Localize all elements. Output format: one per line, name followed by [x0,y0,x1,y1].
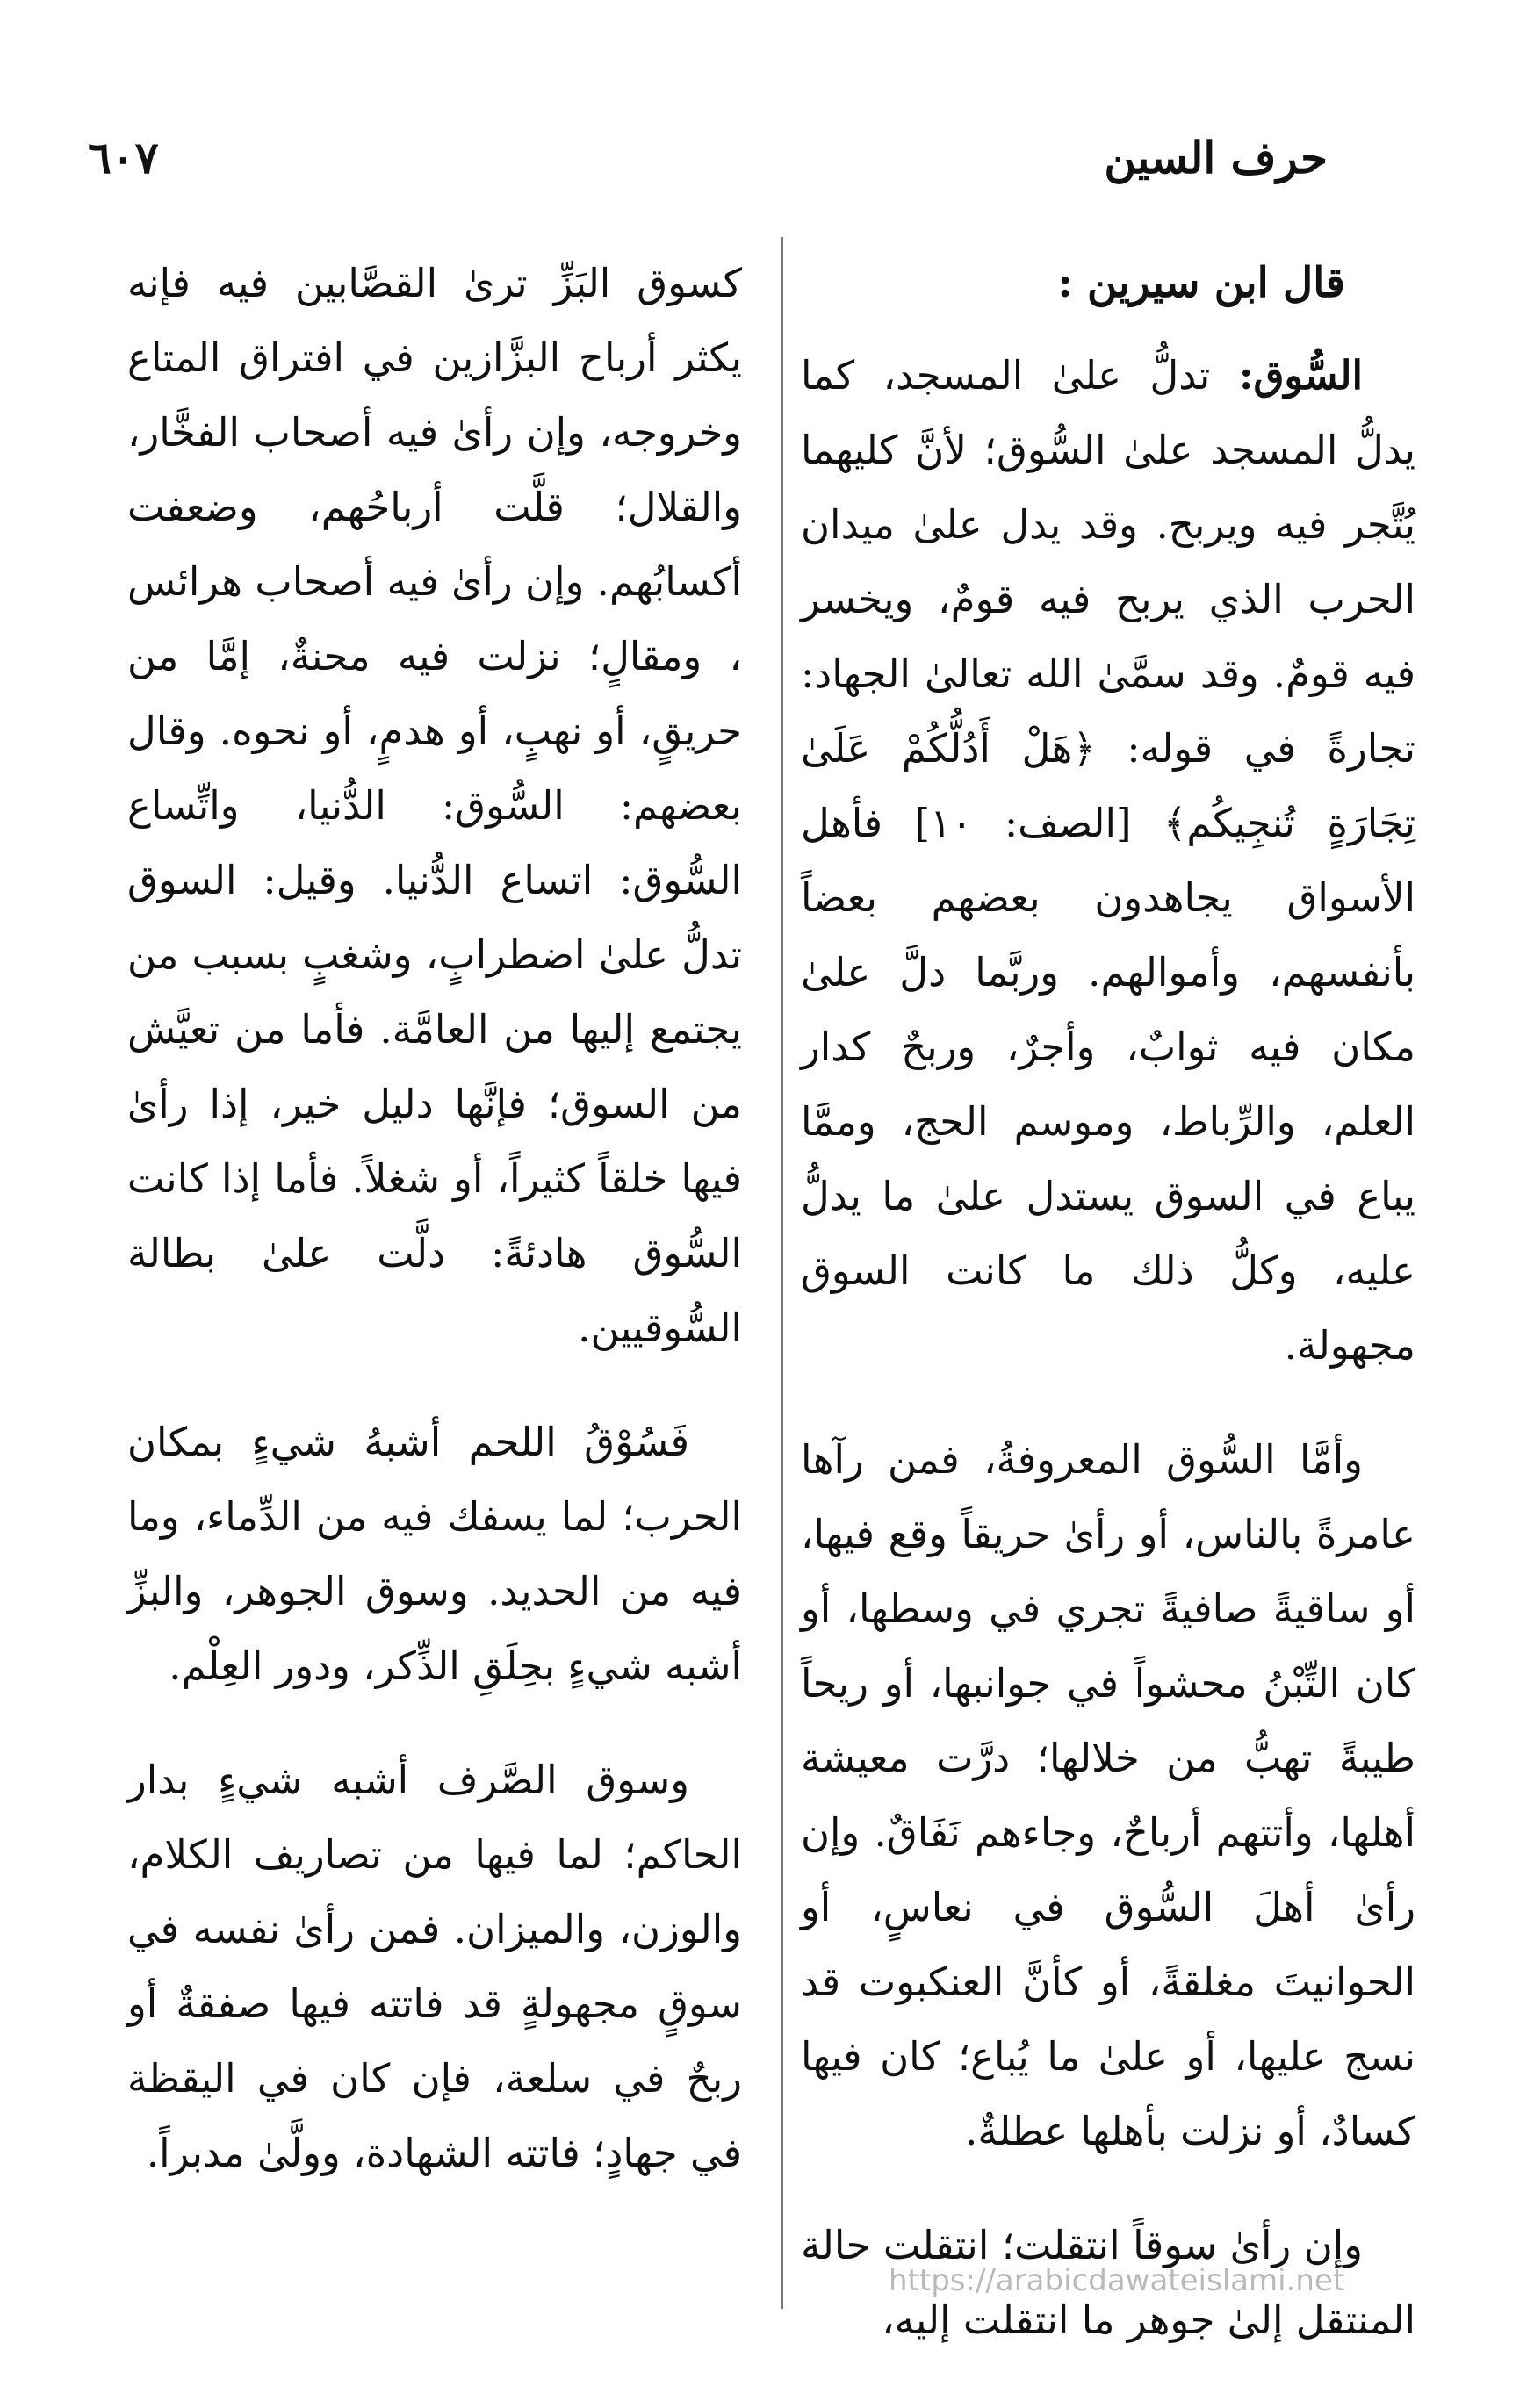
paragraph: وإن رأىٰ سوقاً انتقلت؛ انتقلت حالة المنتقل إلىٰ جوهر ما انتقلت إليه، [801,2222,1415,2343]
column-divider [781,237,783,2309]
term-heading: السُّوق: [1238,352,1363,399]
page-header [0,123,1534,202]
paragraph [801,338,1415,1383]
page-number: ٦٠٧ [88,132,159,183]
chapter-title: حرف السين [1104,132,1328,183]
paragraph: وأمَّا السُّوق المعروفةُ، فمن رآها عامرةً بالناس، أو رأىٰ حريقاً وقع فيها، أو ساقيةً صافيةً تجري في وسطها، أو كان التِّبْنُ محشواً في جوانبها، أو ريحاً طيبةً تهبُّ من خلالها؛ درَّت معيشة أهلها، وأتتهم أرباحٌ، وجاءهم نَفَاقٌ. وإن رأىٰ أهلَ السُّوق في نعاسٍ، أو الحوانيتَ مغلقةً، أو كأنَّ العنكبوت قد نسج عليها، أو علىٰ ما يُباع؛ كان فيها كسادٌ، أو نزلت بأهلها عطلةٌ. [801,1436,1415,2154]
left-column [127,246,742,2230]
section-heading: قال ابن سيرين : [1057,259,1345,307]
paragraph: فَسُوْقُ اللحم أشبهُ شيءٍ بمكان الحرب؛ لما يسفك فيه من الدِّماء، وما فيه من الحديد. وسوق الجوهر، والبزِّ أشبه شيءٍ بحِلَقِ الذِّكر، ودور العِلْم. [127,1419,742,1689]
right-column [801,246,1415,2397]
watermark: https://arabicdawateislami.net [889,2263,1345,2298]
paragraph: وسوق الصَّرف أشبه شيءٍ بدار الحاكم؛ لما فيها من تصاريف الكلام، والوزن، والميزان. فمن رأىٰ نفسه في سوقٍ مجهولةٍ قد فاتته فيها صفقةٌ أو ربحٌ في سلعة، فإن كان في اليقظة في جهادٍ؛ فاتته الشهادة، وولَّىٰ مدبراً. [127,1757,742,2176]
paragraph: كسوق البَزِّ ترىٰ القصَّابين فيه فإنه يكثر أرباح البزَّازين في افتراق المتاع وخروجه، وإن رأىٰ فيه أصحاب الفخَّار، والقلال؛ قلَّت أرباحُهم، وضعفت أكسابُهم. وإن رأىٰ فيه أصحاب هرائس ، ومقالٍ؛ نزلت فيه محنةٌ، إمَّا من حريقٍ، أو نهبٍ، أو هدمٍ، أو نحوه. وقال بعضهم: السُّوق: الدُّنيا، واتِّساع السُّوق: اتساع الدُّنيا. وقيل: السوق تدلُّ علىٰ اضطرابٍ، وشغبٍ بسبب من يجتمع إليها من العامَّة. فأما من تعيَّش من السوق؛ فإنَّها دليل خير، إذا رأىٰ فيها خلقاً كثيراً، أو شغلاً. فأما إذا كانت السُّوق هادئةً: دلَّت علىٰ بطالة السُّوقيين. [127,260,742,1351]
paragraph-text: تدلُّ علىٰ المسجد، كما يدلُّ المسجد علىٰ السُّوق؛ لأنَّ كليهما يُتَّجر فيه ويربح. وقد يدل علىٰ ميدان الحرب الذي يربح فيه قومٌ، ويخسر فيه قومٌ. وقد سمَّىٰ الله تعالىٰ الجهاد: تجارةً في قوله: ﴿هَلْ أَدُلُّكُمْ عَلَىٰ تِجَارَةٍ تُنجِيكُم﴾ [الصف: ١٠] فأهل الأسواق يجاهدون بعضهم بعضاً بأنفسهم، وأموالهم. وربَّما دلَّ علىٰ مكان فيه ثوابٌ، وأجرٌ، وربحٌ كدار العلم، والرِّباط، وموسم الحج، وممَّا يباع في السوق يستدل علىٰ ما يدلُّ عليه، وكلُّ ذلك ما كانت السوق مجهولة. [801,352,1415,1369]
